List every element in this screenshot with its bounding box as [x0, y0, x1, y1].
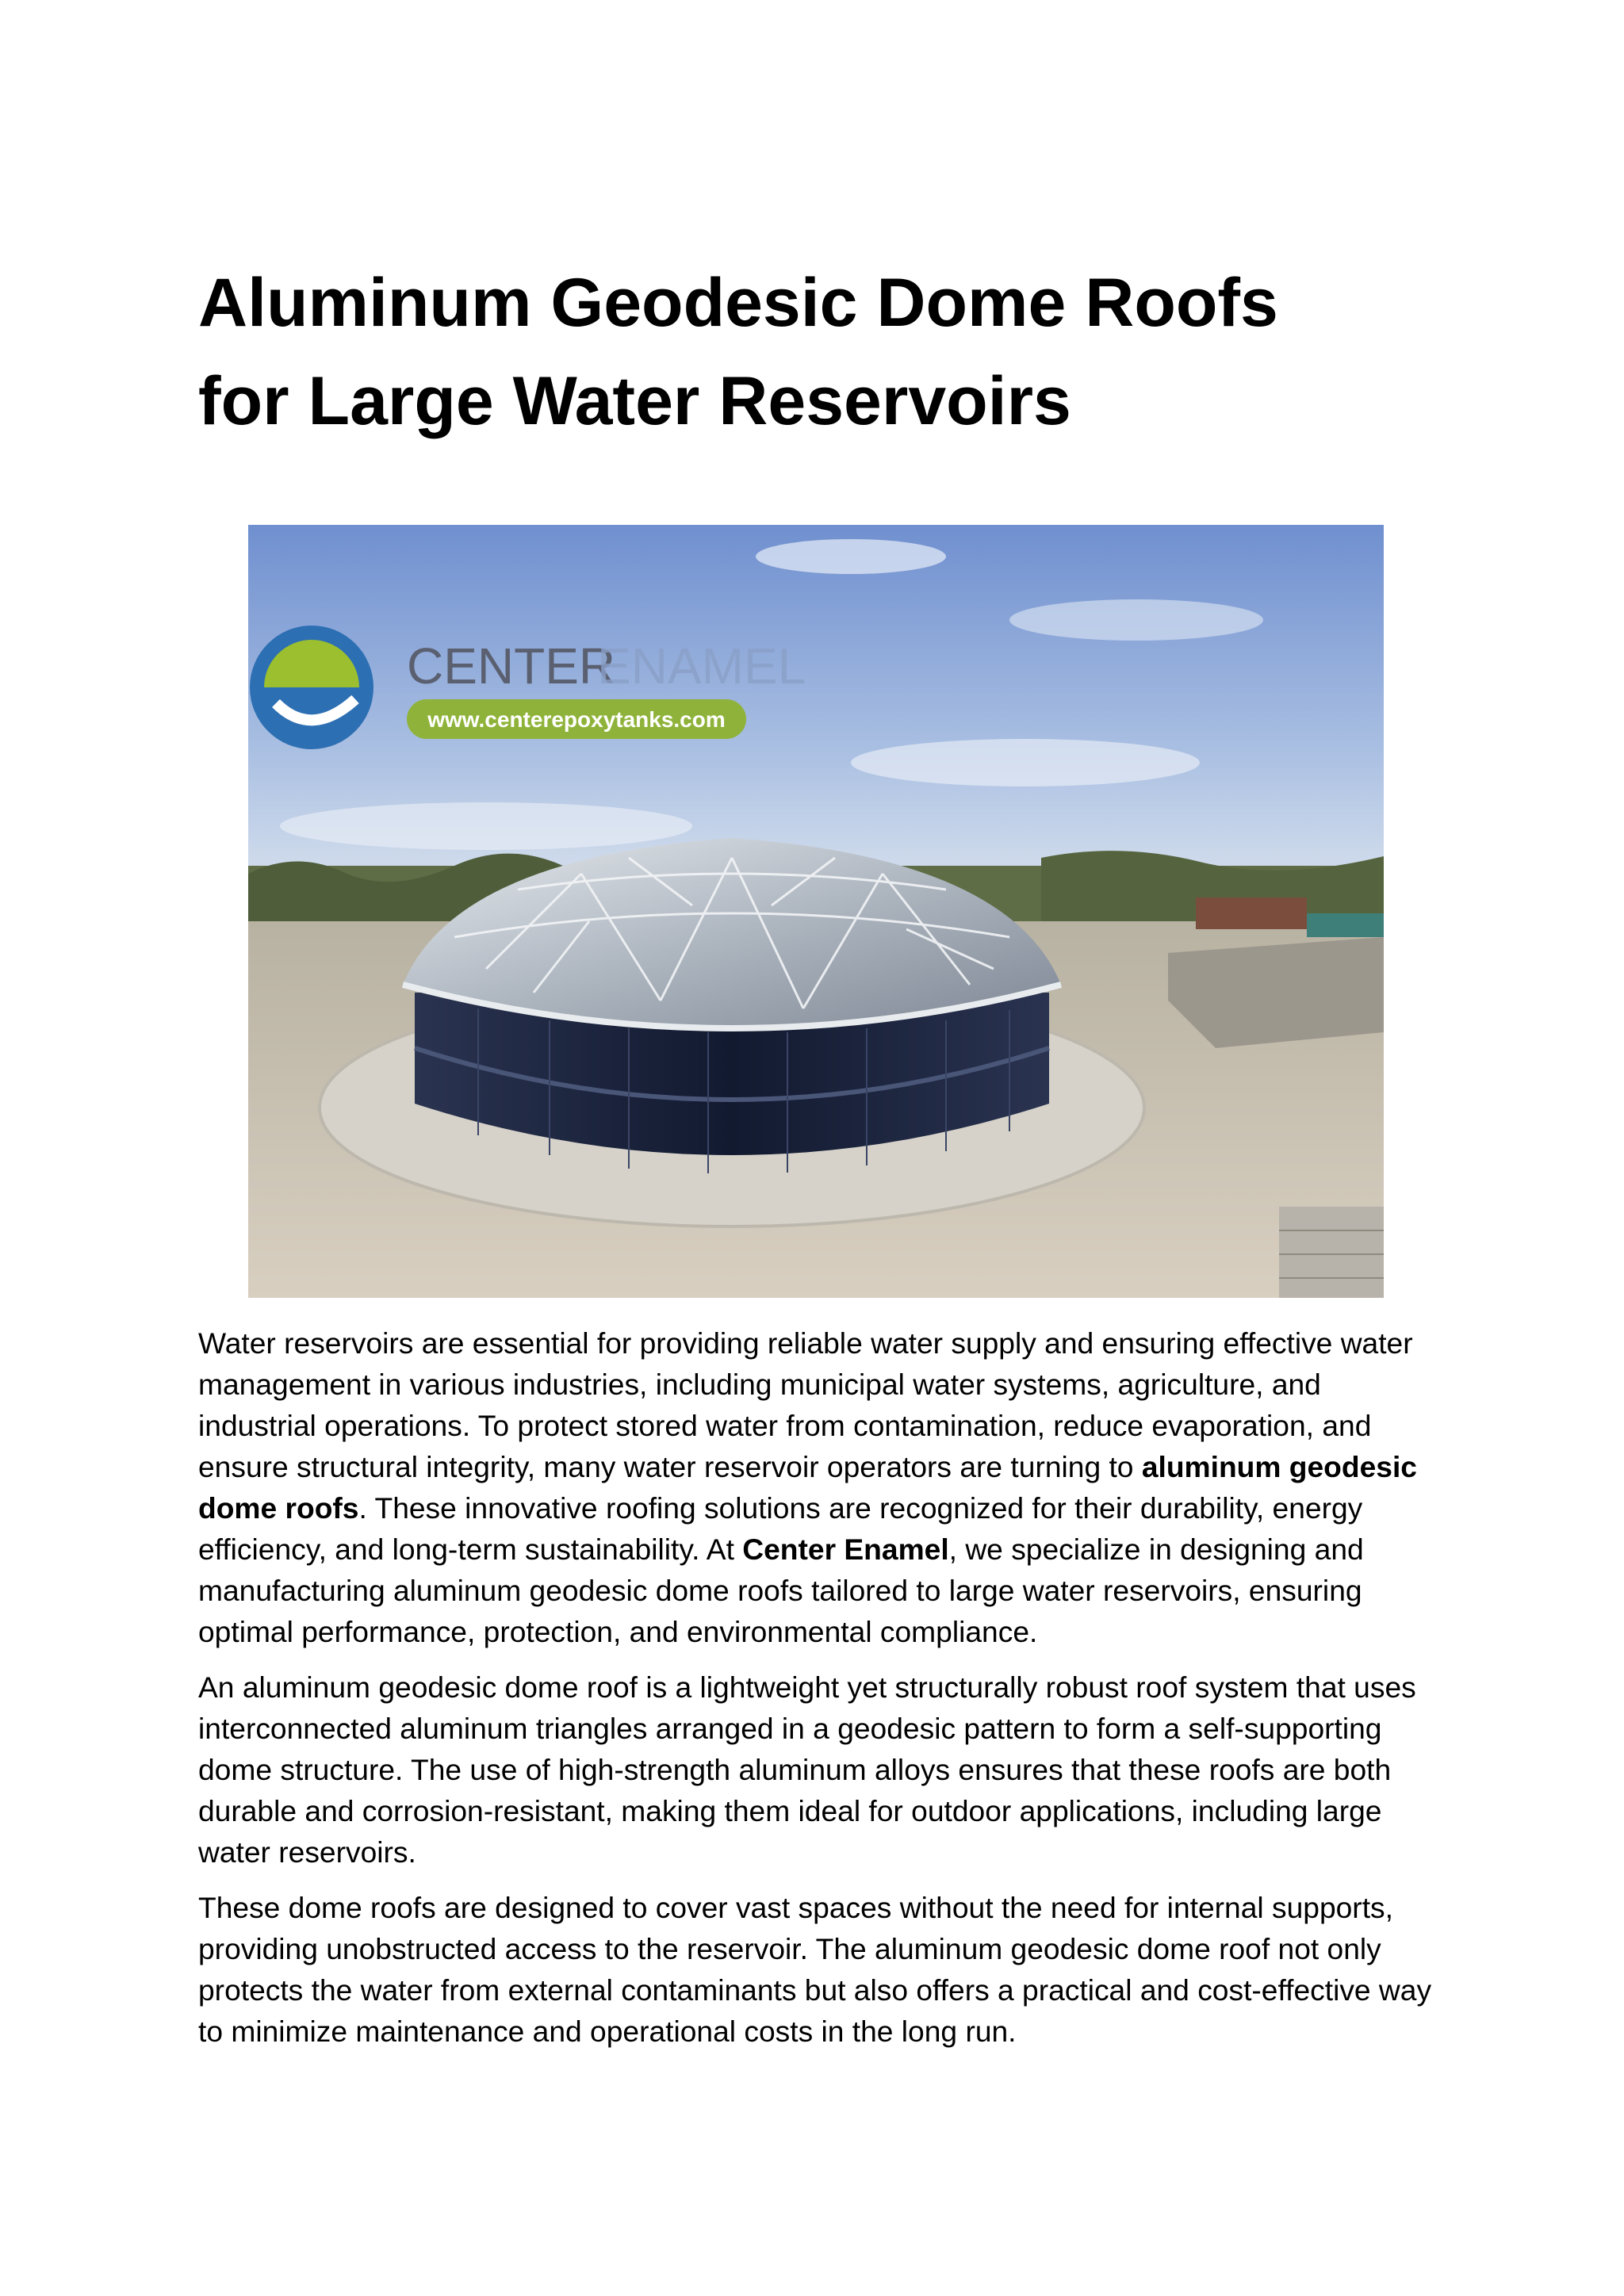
title-line-1: Aluminum Geodesic Dome Roofs — [198, 265, 1278, 341]
reservoir-photo — [248, 525, 1384, 1298]
logo-brand-word1: CENTER — [407, 637, 616, 695]
document-title — [198, 254, 1467, 450]
center-enamel-logo — [250, 626, 806, 749]
logo-website: www.centerepoxytanks.com — [427, 707, 726, 732]
paragraph-3: These dome roofs are designed to cover vast spaces without the need for internal supports, providing unobstructed access to the reservoir. The aluminum geodesic dome roof not only protects the water from external contaminants but also offers a practical and cost-effective way to minimize maintenance and operational costs in the long run. — [198, 1891, 1432, 2048]
bold-term-aluminum-geodesic-dome-roofs: aluminum geodesic dome roofs — [198, 1450, 1417, 1525]
article-body — [198, 1322, 1435, 2066]
logo-brand-word2: ENAMEL — [597, 637, 806, 695]
bold-term-center-enamel: Center Enamel — [742, 1533, 949, 1566]
paragraph-2: An aluminum geodesic dome roof is a lightweight yet structurally robust roof system that uses interconnected aluminum triangles arranged in a geodesic pattern to form a self-supporting dome structure. The use of high-strength aluminum alloys ensures that these roofs are both durable and corrosion-resistant, making them ideal for outdoor applications, including large water reservoirs. — [198, 1670, 1416, 1869]
title-line-2: for Large Water Reservoirs — [198, 363, 1071, 439]
paragraph-1: Water reservoirs are essential for providing reliable water supply and ensuring effective water management in various industries, including municipal water systems, agriculture, and industrial operations. To protect stored water from contamination, reduce evaporation, and ensure structural integrity, many water reservoir operators are turning to aluminum geodesic dome roofs. These innovative roofing solutions are recognized for their durability, energy efficiency, and long-term sustainability. At Center Enamel, we specialize in designing and manufacturing aluminum geodesic dome roofs tailored to large water reservoirs, ensuring optimal performance, protection, and environmental compliance. — [198, 1326, 1417, 1648]
